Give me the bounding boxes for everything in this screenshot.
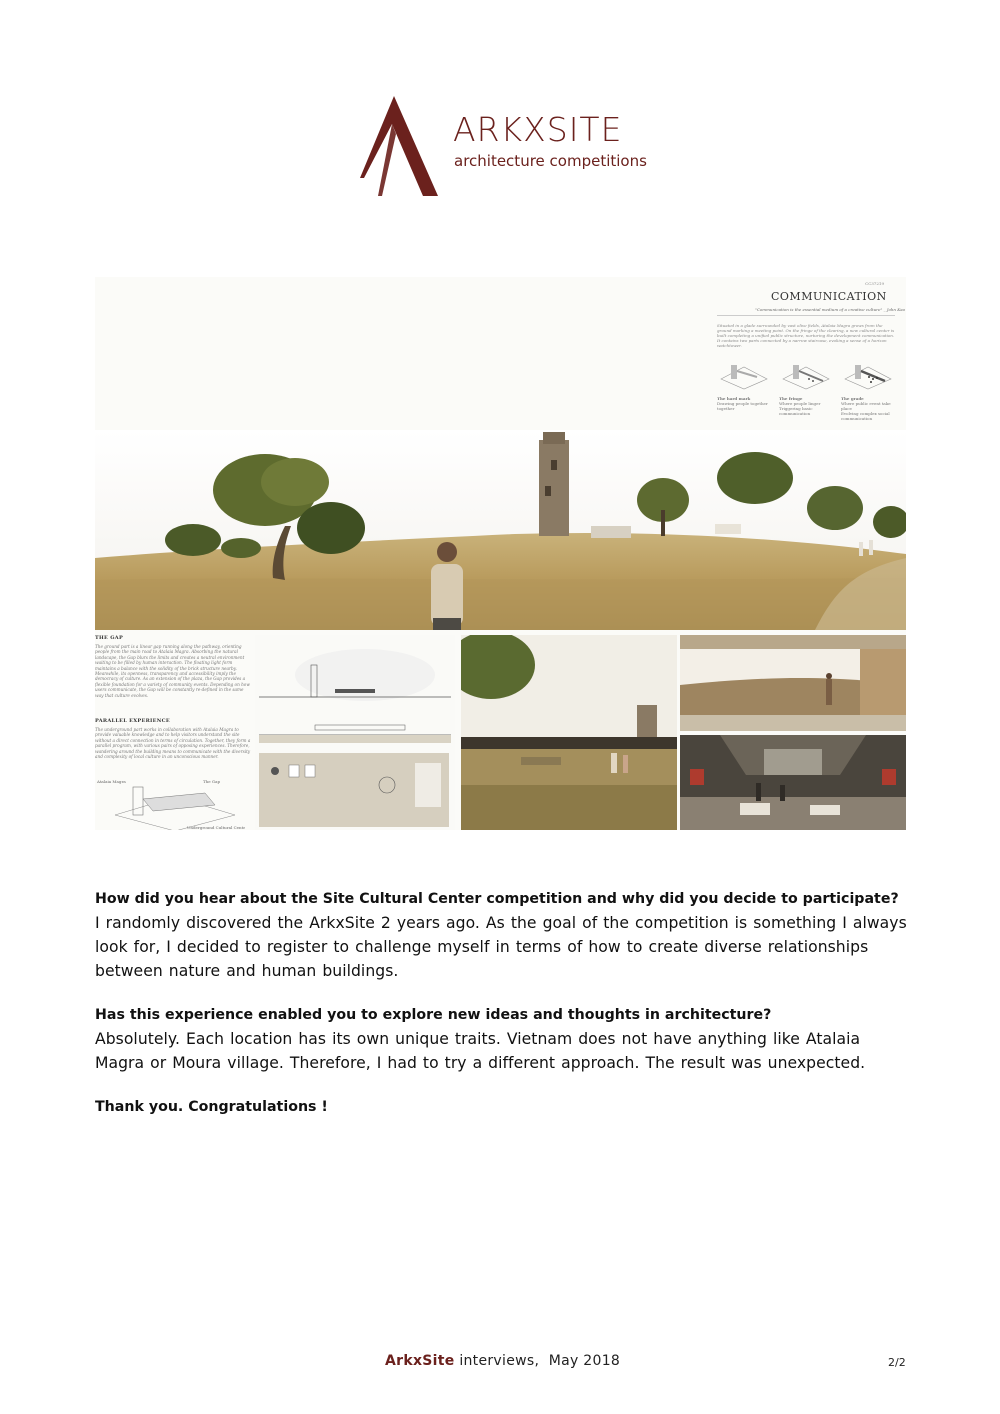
- logo-tagline: architecture competitions: [454, 152, 647, 170]
- corridor-render: [680, 635, 906, 731]
- board-title: COMMUNICATION: [771, 290, 887, 303]
- communication-panel: [707, 277, 906, 421]
- axonometric-diagram: [95, 775, 245, 830]
- parallel-heading: PARALLEL EXPERIENCE: [95, 718, 171, 724]
- board-quote: "Communication is the essential medium of a creative culture" _ John Kao: [755, 307, 906, 312]
- page-footer: [0, 1353, 1000, 1373]
- divider: [717, 315, 895, 316]
- board-code: CC37219: [865, 281, 884, 286]
- grade-diagram: [841, 359, 895, 391]
- label-atalaia: Atalaia Magra: [97, 779, 126, 784]
- hard-mark-diagram: [717, 359, 771, 391]
- footer-brand: ArkxSite: [385, 1353, 455, 1369]
- caption-fringe: The fringe Where people linger Triggering basic communication: [779, 396, 821, 416]
- question-2: Has this experience enabled you to explore new ideas and thoughts in architecture?: [95, 1007, 772, 1023]
- interview-section: [95, 887, 907, 1119]
- answer-2: Absolutely. Each location has its own unique traits. Vietnam does not have anything like Atalaia Magra or Moura village. Therefore, I had to try a different approach. The result was unexpected.: [95, 1030, 866, 1072]
- section-drawings: [255, 635, 455, 830]
- gap-heading: THE GAP: [95, 635, 124, 641]
- fringe-diagram: [779, 359, 833, 391]
- board-intro-text: Situated in a glade surrounded by vast olive fields, Atalaia Magra grows from the ground marking a meeting point. On the fringe of the clearing, a new cultural center is built completing a unified public structure, nurturing the development communication. It contains two parts connected by a narrow staircase, evoking a sense of a horizon watchtower.: [717, 323, 895, 348]
- footer-rest: interviews, May 2018: [454, 1353, 621, 1369]
- gap-text-panel: [95, 635, 251, 830]
- label-underground: Underground Cultural Center: [187, 825, 245, 830]
- footer-text: [385, 1353, 620, 1369]
- arkxsite-a-mark-icon: [356, 96, 446, 200]
- competition-board: [95, 277, 906, 830]
- question-1: How did you hear about the Site Cultural Center competition and why did you decide to participate?: [95, 891, 899, 907]
- arkxsite-logo: [356, 96, 656, 200]
- page-number: 2/2: [888, 1356, 906, 1369]
- hero-landscape-render: [95, 430, 906, 630]
- tower-render: [461, 635, 677, 830]
- answer-1: I randomly discovered the ArkxSite 2 years ago. As the goal of the competition is something I always look for, I decided to register to challenge myself in terms of how to create diverse relationships between nature and human buildings.: [95, 914, 907, 980]
- gap-paragraph: The ground part is a linear gap running along the pathway, orienting people from the main road to Atalaia Magra. Absorbing the natural landscape, the Gap blurs the limits and creates a neutral environment waiting to be filled by human interaction. The floating light form maintains a balance with the solidity of the brick structure nearby. Meanwhile, its openness, transparency and accessibility imply the democracy of culture. As an extension of the plaza, the Gap provides a flexible foundation for a variety of community events. Depending on how users communicate, the Gap will be constantly re-defined in the same way that culture evolves.: [95, 644, 250, 698]
- caption-hard-mark: The hard mark Drawing people together together: [717, 396, 768, 411]
- label-gap: The Gap: [203, 779, 221, 784]
- parallel-paragraph: The underground part works in collaboration with Atalaia Magra to provide valuable knowledge and to help visitors understand the site without a direct connection in terms of circulation. Together, they form a parallel program, with various pairs of opposing experiences. Therefore, wandering around the building means to communicate with the diversity and complexity of local culture in an unconscious manner.: [95, 727, 251, 760]
- interior-render: [680, 735, 906, 830]
- caption-grade: The grade Where public event take place Evolving complex social communication: [841, 396, 891, 421]
- closing-line: Thank you. Congratulations !: [95, 1099, 328, 1115]
- logo-name: ARKXSITE: [453, 110, 623, 149]
